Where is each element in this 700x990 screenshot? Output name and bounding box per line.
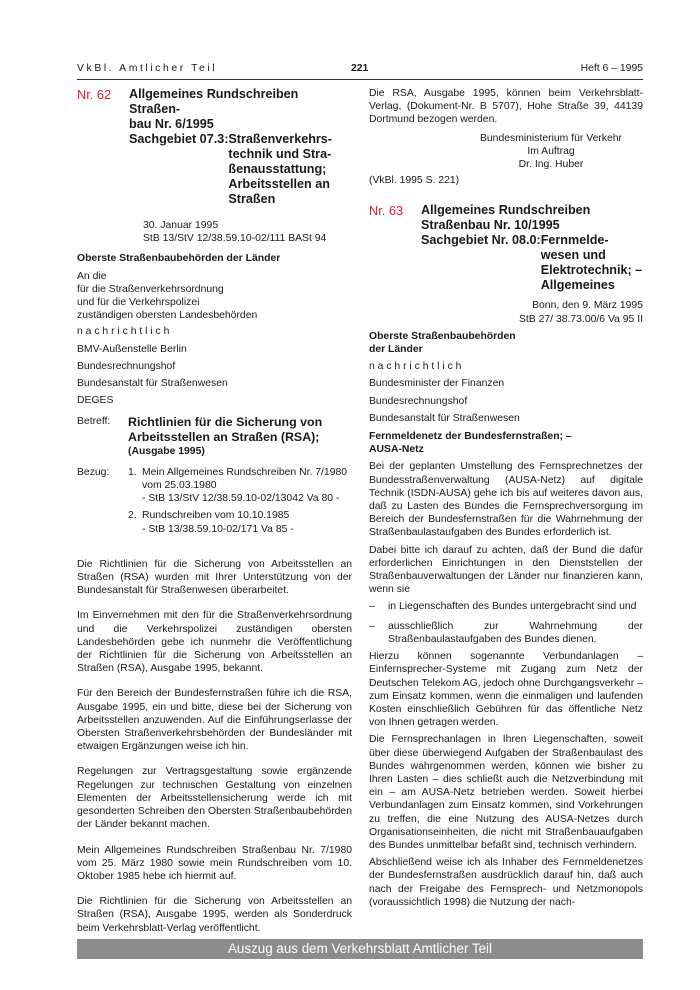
date-block: [143, 219, 352, 245]
dash-marker: –: [369, 601, 375, 613]
cc-item: DEGES: [77, 395, 114, 407]
dash-marker: –: [369, 620, 375, 632]
circular-number: Nr. 62: [77, 87, 112, 102]
journal-title: VkBl. Amtlicher Teil: [77, 63, 218, 74]
reference-item-text: [142, 509, 352, 535]
addressee: Oberste Straßenbaubehörden der Länder: [369, 330, 516, 356]
reference-item: [128, 466, 352, 506]
page-number: 221: [351, 63, 369, 74]
cc-label: n a c h r i c h t l i c h: [369, 361, 462, 373]
dash-item-text: in Liegenschaften des Bundes untergebracht sind und: [388, 601, 637, 613]
subject-block: [77, 415, 352, 457]
reference-line: Mein Allgemeines Rundschreiben Nr. 7/1980: [142, 466, 348, 478]
reference-item: [128, 509, 352, 535]
body-paragraph: Für den Bereich der Bundesfernstraßen führe ich die RSA, Ausgabe 1995, ein und bitte, diese bei der Sicherung von Arbeitsstellen anzuwenden. Auf die Einführungserlasse der Obersten Straßenverkehrsbehörden der Bundesländer mit etwaigen Ergänzungen weise ich hin.: [77, 688, 352, 753]
addressee-line: und für die Verkehrspolizei: [77, 297, 200, 309]
subject-area: [129, 132, 352, 207]
addressee-line: zuständigen obersten Landesbehörden: [77, 310, 258, 322]
dash-item: [369, 600, 643, 613]
reference-number: StB 13/StV 12/38.59.10-02/111 BASt 94: [143, 233, 327, 245]
body-paragraph: Abschließend weise ich als Inhaber des Fernmeldenetzes der Bundesfernstraßen ausdrücklich darauf hin, daß auch nach der Freigabe des Fernsprech- und Netzmonopols (voraussichtlich 1998) die Nutzung der nach-: [369, 857, 643, 908]
signature-line: Im Auftrag: [527, 145, 575, 157]
circular-62-heading: [77, 87, 352, 207]
subject-area-label: Sachgebiet 07.3:: [129, 132, 229, 146]
page-header: [77, 62, 643, 78]
body-paragraph: Im Einvernehmen mit den für die Straßenverkehrsordnung und die Verkehrspolizei zuständigen obersten Landesbehörden gebe ich nunmehr die Veröffentlichung der Richtlinien für die Sicherung von Arbeitsstellen an Straßen (RSA), Ausgabe 1995, bekannt.: [77, 610, 352, 675]
circular-63-heading: [369, 203, 643, 293]
circular-title: [129, 87, 352, 207]
cc-list: [369, 377, 643, 425]
cc-label: n a c h r i c h t l i c h: [77, 326, 170, 338]
body-paragraph: Die RSA, Ausgabe 1995, können beim Verkehrsblatt-Verlag, (Dokument-Nr. B 5707), Hohe Straße 39, 44139 Dortmund bezogen werden.: [369, 88, 643, 126]
dash-item: [369, 620, 643, 646]
subject-area-text: Straßenverkehrs-technik und Stra-ßenausstattung; Arbeitsstellen an Straßen: [228, 132, 333, 206]
date: Bonn, den 9. März 1995: [532, 300, 643, 312]
reference-list: [128, 466, 352, 536]
cc-item: Bundesanstalt für Straßenwesen: [369, 412, 520, 424]
cc-list: [77, 343, 352, 408]
reference-item-text: [142, 466, 352, 506]
footer-banner: Auszug aus dem Verkehrsblatt Amtlicher Teil: [77, 939, 643, 959]
left-column: [77, 87, 352, 935]
publication-reference: (VkBl. 1995 S. 221): [369, 175, 460, 187]
addressee: Oberste Straßenbaubehörden der Länder: [77, 253, 281, 265]
reference-line: - StB 13/StV 12/38.59.10-02/13042 Va 80 -: [142, 493, 340, 505]
circular-number: Nr. 63: [369, 203, 404, 219]
right-column: [369, 87, 643, 909]
reference-line: - StB 13/38.59.10-02/171 Va 85 -: [142, 523, 294, 535]
subject-title: Fernmeldenetz der Bundesfernstraßen; – AUSA-Netz: [369, 431, 572, 456]
subject-subtitle: (Ausgabe 1995): [128, 445, 205, 457]
reference-item-number: 2.: [128, 510, 137, 522]
cc-item: Bundesrechnungshof: [77, 360, 176, 372]
subject-area: [421, 233, 643, 293]
addressee-line: An die: [77, 270, 107, 282]
subject-area-text: Fernmelde-wesen und Elektrotechnik; – Allgemeines: [540, 233, 643, 293]
cc-item: BMV-Außenstelle Berlin: [77, 343, 187, 355]
reference-number: StB 27/ 38.73.00/6 Va 95 II: [518, 313, 643, 325]
addressee-line: für die Straßenverkehrsordnung: [77, 283, 224, 295]
reference-label: Bezug:: [77, 466, 110, 478]
subject-area-label: Sachgebiet Nr. 08.0:: [421, 233, 541, 248]
addressee-lines: [77, 270, 352, 323]
reference-block: [77, 466, 352, 536]
body-paragraph: Mein Allgemeines Rundschreiben Straßenbau Nr. 7/1980 vom 25. März 1980 sowie mein Rundschreiben vom 10. Oktober 1985 hebe ich hiermit auf.: [77, 844, 352, 882]
cc-item: Bundesanstalt für Straßenwesen: [77, 378, 228, 390]
cc-item: Bundesrechnungshof: [369, 395, 468, 407]
body-paragraph: Hierzu können sogenannte Verbundanlagen – Einfernsprecher-Systeme mit Zugang zum Netz der Deutschen Telekom AG, jedoch ohne Durchgangsverkehr – zum Einsatz kommen, wenn die einmaligen und laufenden Kosten einschließlich Gebühren für das öffentliche Netz von Ihnen getragen werden.: [369, 651, 643, 729]
dash-list: [369, 600, 643, 646]
signature-block: [459, 132, 643, 172]
date-block: [369, 299, 643, 325]
body-paragraph: Bei der geplanten Umstellung des Fernsprechnetzes der Bundesstraßenverwaltung (AUSA-Netz) auf digitale Technik (ISDN-AUSA) gehe ich bis auf weiteres davon aus, daß zu Lasten des Bundes die Fernsprechversorgung im Bereich der Bundesfernstraßen für die Wahrnehmung der Straßenbaulastaufgaben des Bundes erforderlich ist.: [369, 461, 643, 539]
date: 30. Januar 1995: [143, 220, 219, 231]
reference-line: vom 25.03.1980: [142, 480, 217, 492]
dash-item-text: ausschließlich zur Wahrnehmung der Straßenbaulastaufgaben des Bundes dienen.: [388, 620, 643, 645]
title-line: Straßenbau Nr. 10/1995: [421, 218, 560, 233]
signature-line: Dr. Ing. Huber: [518, 159, 584, 171]
title-line: bau Nr. 6/1995: [129, 117, 214, 131]
body-paragraph: Die Richtlinien für die Sicherung von Arbeitsstellen an Straßen (RSA) wurden mit Ihrer Unterstützung von der Bundesanstalt für Straßenwesen überarbeitet.: [77, 558, 352, 597]
title-line: Allgemeines Rundschreiben Straßen-: [129, 87, 299, 116]
subject-content: [128, 415, 352, 457]
subject-label: Betreff:: [77, 416, 111, 428]
reference-item-number: 1.: [128, 466, 137, 478]
cc-item: Bundesminister der Finanzen: [369, 378, 505, 390]
title-line: Allgemeines Rundschreiben: [421, 203, 591, 218]
body-paragraph: Regelungen zur Vertragsgestaltung sowie ergänzende Regelungen zur technischen Gestaltung von einzelnen Elementen der Arbeitsstellensicherung werde ich mit gesonderten Schreiben den Obersten Straßenbaubehörden der Länder bekannt machen.: [77, 766, 352, 831]
body-paragraph: Die Richtlinien für die Sicherung von Arbeitsstellen an Straßen (RSA), Ausgabe 1995, werden als Sonderdruck beim Verkehrsblatt-Verlag veröffentlicht.: [77, 896, 352, 934]
issue-label: Heft 6 – 1995: [580, 63, 643, 74]
header-rule: [77, 79, 643, 80]
circular-title: [421, 203, 643, 293]
subject-title: Richtlinien für die Sicherung von Arbeitsstellen an Straßen (RSA);: [128, 415, 323, 445]
reference-line: Rundschreiben vom 10.10.1985: [142, 510, 290, 522]
signature-line: Bundesministerium für Verkehr: [479, 132, 623, 144]
body-paragraph: Die Fernsprechanlagen in Ihren Liegenschaften, soweit über diese überwiegend Aufgaben der Straßenbaulast des Bundes wahrgenommen werden, können wie bisher zu Ihren Lasten – dies schließt auch die Netzverbindung mit ein – am AUSA-Netz betrieben werden. Soweit hierbei Verbundanlagen zum Einsatz kommen, sind Vorkehrungen zu treffen, die eine Nutzung des AUSA-Netzes durch Organisationseinheiten, die nicht mit Straßenbauaufgaben des Bundes unmittelbar befaßt sind, technisch verhindern.: [369, 734, 643, 851]
body-paragraph: Dabei bitte ich darauf zu achten, daß der Bund die dafür erforderlichen Einrichtungen in den Dienststellen der Straßenbauverwaltungen der Länder nur finanzieren kann, wenn sie: [369, 544, 643, 596]
